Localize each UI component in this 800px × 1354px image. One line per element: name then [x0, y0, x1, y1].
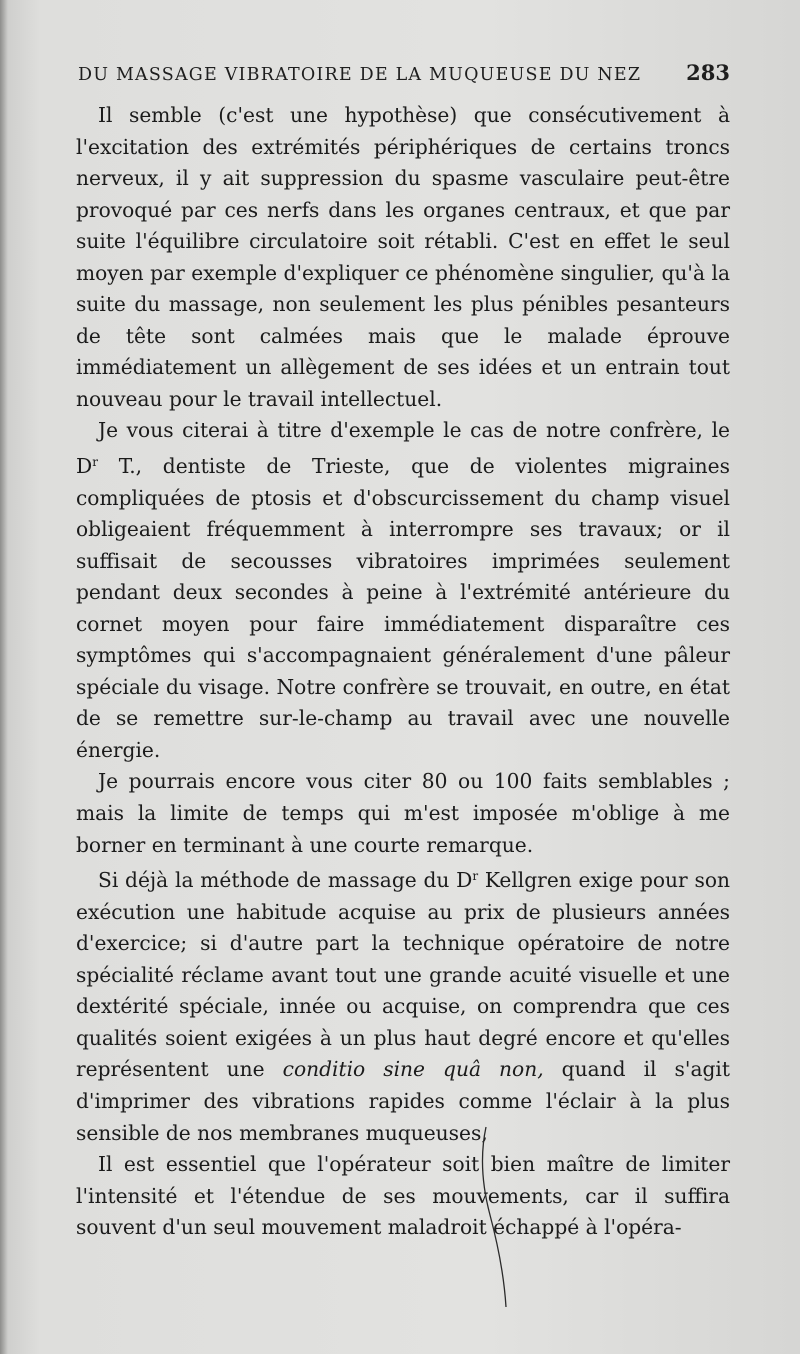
running-head: DU MASSAGE VIBRATOIRE DE LA MUQUEUSE DU NEZ — [78, 65, 642, 85]
paragraph-text: Il semble (c'est une hypothèse) que consécutivement à l'excitation des extrémités périphériques de certains troncs nerveux, il y ait suppression du spasme vasculaire peut-être provoqué par ces nerfs dans les organes centraux, et que par suite l'équilibre circulatoire soit rétabli. C'est en effet le seul moyen par exemple d'expliquer ce phénomène singulier, qu'à la suite du massage, non seulement les plus pénibles pesanteurs de tête sont calmées mais que le malade éprouve immédiatement un allègement de ses idées et un entrain tout nouveau pour le travail intellectuel. — [76, 103, 730, 411]
paragraph-text: Je pourrais encore vous citer 80 ou 100 faits semblables ; mais la limite de temps qui m'est imposée m'oblige à me borner en terminant à une courte remarque. — [76, 769, 730, 857]
paragraph-1 — [76, 100, 730, 415]
body-text — [76, 100, 730, 1244]
superscript: r — [472, 869, 479, 884]
page-number: 283 — [686, 60, 730, 85]
paragraph-text: Si déjà la méthode de massage du D — [98, 868, 473, 893]
pen-scratch-mark — [466, 1125, 526, 1310]
paragraph-3 — [76, 766, 730, 861]
paragraph-5 — [76, 1149, 730, 1244]
superscript: r — [92, 455, 98, 470]
latin-phrase: conditio sine quâ non, — [282, 1057, 544, 1082]
paragraph-text: Il est essentiel que l'opérateur soit bien maître de limiter l'intensité et l'étendue de ses mouvements, car il suffira souvent d'un seul mouvement maladroit échappé à l'opéra- — [76, 1152, 730, 1240]
paragraph-2 — [76, 415, 730, 766]
paragraph-text: quand il s'agit d'imprimer des vibrations rapides comme l'éclair à la plus sensible de nos membranes muqueuses, — [76, 1057, 730, 1145]
paragraph-text: Je vous citerai à titre d'exemple le cas de notre confrère, le D — [76, 418, 730, 479]
paragraph-text: Kellgren exige pour son exécution une habitude acquise au prix de plusieurs années d'exercice; si d'autre part la technique opératoire de notre spécialité réclame avant tout une grande acuité visuelle et une dextérité spéciale, innée ou acquise, on comprendra que ces qualités soient exigées à un plus haut degré encore et qu'elles représentent une — [76, 868, 730, 1082]
page-header — [78, 60, 730, 85]
paragraph-text: T., dentiste de Trieste, que de violentes migraines compliquées de ptosis et d'obscurcissement du champ visuel obligeaient fréquemment à interrompre ses travaux; or il suffisait de secousses vibratoires imprimées seulement pendant deux secondes à peine à l'extrémité antérieure du cornet moyen pour faire immédiatement disparaître ces symptômes qui s'accompagnaient généralement d'une pâleur spéciale du visage. Notre confrère se trouvait, en outre, en état de se remettre sur-le-champ au travail avec une nouvelle énergie. — [76, 454, 730, 762]
paragraph-4 — [76, 861, 730, 1149]
